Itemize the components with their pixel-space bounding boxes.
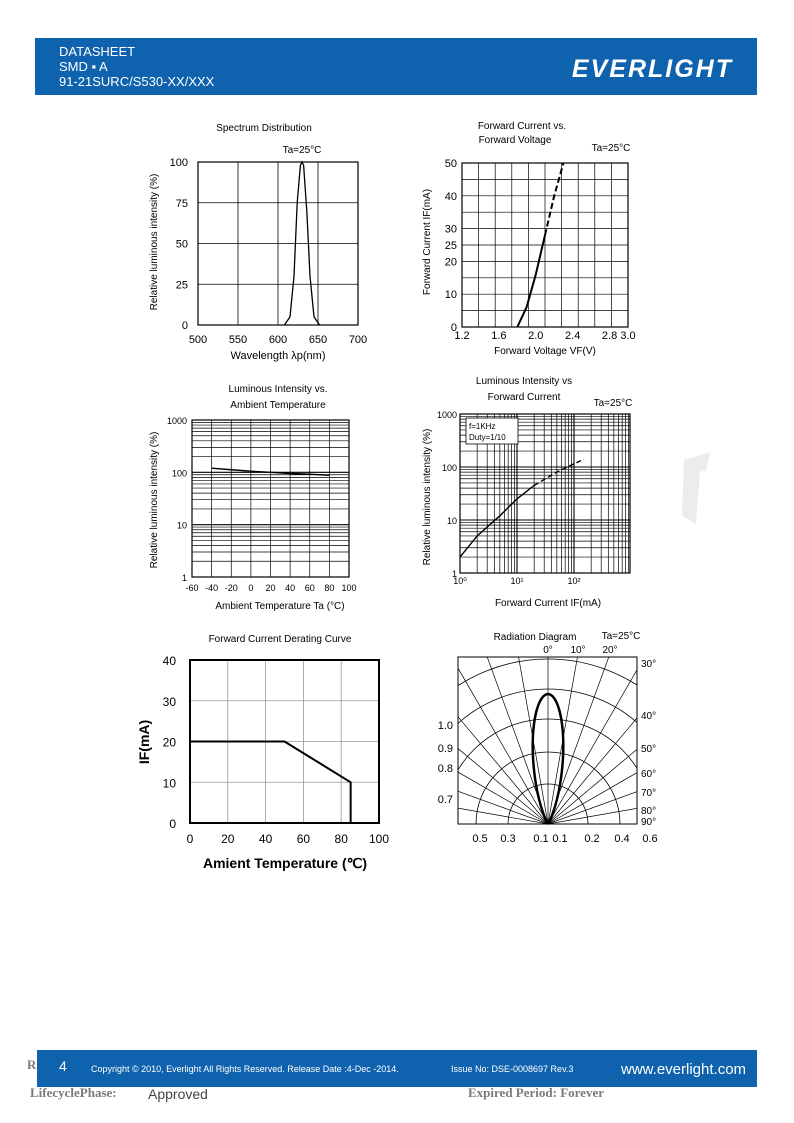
- chart-title-line2: Forward Current: [487, 392, 561, 403]
- x-tick-label: -20: [224, 583, 238, 593]
- polar-spoke: [400, 625, 548, 824]
- x-tick-label: 600: [268, 334, 288, 346]
- x-tick-label: -40: [205, 583, 219, 593]
- lifecycle-label: LifecyclePhase:: [30, 1085, 117, 1100]
- y-tick-label: 1: [181, 573, 187, 583]
- chart-title-line1: Luminous Intensity vs: [475, 376, 573, 387]
- y-tick-label: 10: [446, 516, 457, 526]
- lifecycle-value: Approved: [148, 1086, 208, 1102]
- polar-spoke: [400, 657, 548, 824]
- website-link[interactable]: www.everlight.com: [621, 1061, 747, 1078]
- chart-condition: Ta=25°C: [593, 398, 633, 409]
- y-tick-label: 10: [176, 520, 187, 531]
- datasheet-header: [35, 38, 757, 95]
- chart-title-line2: Forward Voltage: [478, 135, 552, 146]
- chart-title-line1: Luminous Intensity vs.: [228, 384, 328, 395]
- y-tick-label: 25: [444, 240, 457, 252]
- derating-chart: [130, 625, 390, 880]
- angle-label: 10°: [570, 645, 586, 656]
- r-character: R: [27, 1057, 37, 1072]
- angle-label: 0°: [543, 645, 553, 656]
- x-tick-label: 10⁰: [453, 576, 467, 586]
- chart-condition: Ta=25°C: [601, 631, 641, 642]
- x-tick-label: 3.0: [620, 330, 636, 342]
- everlight-logo: EVERLIGHT: [571, 55, 733, 83]
- x-tick-label: 10²: [567, 576, 581, 586]
- x-tick-label: 0: [248, 583, 254, 593]
- angle-label: 50°: [641, 744, 657, 755]
- x-tick-label: 40: [285, 583, 296, 593]
- y-tick-label: 30: [162, 694, 176, 709]
- scale-label: 0.1: [533, 833, 549, 845]
- page-footer: [37, 1050, 757, 1087]
- watermark-fragment: [676, 450, 716, 530]
- y-axis-label: Relative luminous intensity (%): [149, 431, 160, 569]
- y-tick-label: 100: [171, 468, 187, 479]
- scale-label: 0.5: [472, 833, 488, 845]
- x-tick-label: 20: [221, 832, 235, 846]
- chart-condition: Ta=25°C: [591, 143, 631, 154]
- x-tick-label: 700: [348, 334, 368, 346]
- angle-label: 30°: [641, 659, 657, 670]
- expired-period: Expired Period: Forever: [468, 1085, 604, 1100]
- issue-number: Issue No: DSE-0008697 Rev.3: [451, 1064, 574, 1074]
- angle-label: 20°: [602, 645, 618, 656]
- y-tick-label: 50: [444, 158, 457, 170]
- iv-curve-solid: [517, 235, 545, 327]
- x-tick-label: 550: [228, 334, 248, 346]
- copyright-text: Copyright © 2010, Everlight All Rights Reserved. Release Date :4-Dec -2014.: [91, 1064, 399, 1074]
- part-number: 91-21SURC/S530-XX/XXX: [59, 74, 215, 89]
- x-tick-label: -60: [185, 583, 199, 593]
- angle-label: 90°: [641, 817, 657, 828]
- x-tick-label: 10¹: [510, 576, 524, 586]
- luminous-temperature-chart: [140, 375, 380, 620]
- y-axis-label: IF(mA): [136, 719, 152, 765]
- y-tick-label: 10: [444, 289, 457, 302]
- y-tick-label: 25: [175, 279, 188, 292]
- x-tick-label: 2.8: [601, 330, 618, 342]
- x-tick-label: 20: [265, 583, 276, 593]
- angle-label: 40°: [641, 711, 657, 722]
- polar-spoke: [503, 625, 548, 824]
- scale-label: 0.4: [614, 833, 630, 845]
- forward-iv-chart: [415, 112, 655, 372]
- chart-condition: Ta=25°C: [282, 145, 322, 156]
- polar-grid: [400, 625, 660, 855]
- y-tick-label: 0: [169, 817, 176, 831]
- angle-label: 80°: [641, 806, 657, 817]
- angle-label: 70°: [641, 788, 657, 799]
- spectrum-chart: [140, 112, 380, 372]
- chart-title-line1: Forward Current vs.: [477, 121, 567, 132]
- x-tick-label: 0: [186, 832, 194, 846]
- x-tick-label: 500: [188, 334, 208, 346]
- y-tick-label: 1: [451, 569, 457, 579]
- x-tick-label: 1.6: [491, 330, 507, 342]
- page-number-box: [51, 1050, 79, 1087]
- chart-title: Radiation Diagram: [493, 632, 577, 643]
- y-tick-label: 0: [450, 322, 457, 334]
- package-type: SMD ▪ A: [59, 59, 108, 74]
- y-tick-label: 40: [444, 190, 457, 203]
- current-curve-solid: [460, 485, 534, 557]
- scale-label: 0.8: [437, 763, 453, 775]
- polar-ring: [400, 659, 660, 855]
- y-axis-label: Forward Current IF(mA): [422, 188, 433, 296]
- y-tick-label: 0: [181, 320, 188, 332]
- y-axis-label: Relative luminous intensity (%): [422, 428, 433, 566]
- frequency-note: f=1KHz: [469, 422, 496, 431]
- x-tick-label: 2.0: [528, 330, 544, 342]
- iv-curve-dashed: [545, 163, 563, 235]
- x-axis-label: Ambient Temperature Ta (°C): [215, 601, 345, 612]
- scale-label: 0.1: [552, 833, 568, 845]
- x-tick-label: 100: [368, 832, 390, 846]
- x-axis-label: Wavelength λp(nm): [230, 350, 326, 362]
- x-tick-label: 80: [334, 832, 348, 846]
- scale-label: 0.9: [437, 743, 453, 755]
- y-tick-label: 100: [441, 463, 457, 473]
- x-tick-label: 2.4: [565, 330, 581, 342]
- y-tick-label: 10: [162, 776, 176, 791]
- x-tick-label: 650: [308, 334, 328, 346]
- duty-note: Duty=1/10: [469, 433, 506, 442]
- chart-title: Spectrum Distribution: [216, 123, 312, 134]
- x-tick-label: 1.2: [454, 330, 470, 342]
- chart-title: Forward Current Derating Curve: [208, 634, 352, 645]
- x-tick-label: 60: [296, 832, 311, 846]
- chart-title-line2: Ambient Temperature: [230, 400, 326, 411]
- scale-label: 1.0: [437, 720, 453, 732]
- x-tick-label: 80: [324, 583, 335, 593]
- x-axis-label: Forward Current IF(mA): [494, 598, 602, 609]
- doc-type: DATASHEET: [59, 44, 136, 59]
- y-tick-label: 30: [444, 223, 457, 236]
- scale-label: 0.6: [642, 833, 658, 845]
- y-tick-label: 1000: [436, 410, 457, 420]
- y-tick-label: 20: [162, 735, 176, 750]
- x-axis-label: Amient Temperature (℃): [202, 855, 368, 871]
- scale-label: 0.2: [584, 833, 600, 845]
- x-axis-label: Forward Voltage VF(V): [494, 346, 596, 357]
- angle-label: 60°: [641, 769, 657, 780]
- x-tick-label: 100: [341, 583, 357, 593]
- y-tick-label: 100: [169, 157, 188, 169]
- y-axis-label: Relative luminous intensity (%): [149, 173, 160, 311]
- page-number: 4: [59, 1058, 67, 1074]
- y-tick-label: 50: [175, 238, 188, 251]
- y-tick-label: 75: [175, 197, 188, 210]
- radiation-diagram: [400, 625, 660, 855]
- polar-spoke: [400, 694, 548, 824]
- x-tick-label: 40: [258, 832, 273, 846]
- luminous-current-chart: [415, 372, 655, 617]
- y-tick-label: 1000: [166, 416, 187, 426]
- y-tick-label: 20: [444, 256, 457, 269]
- scale-label: 0.3: [500, 833, 516, 845]
- y-tick-label: 40: [162, 654, 176, 668]
- x-tick-label: 60: [304, 583, 315, 593]
- scale-label: 0.7: [437, 794, 453, 806]
